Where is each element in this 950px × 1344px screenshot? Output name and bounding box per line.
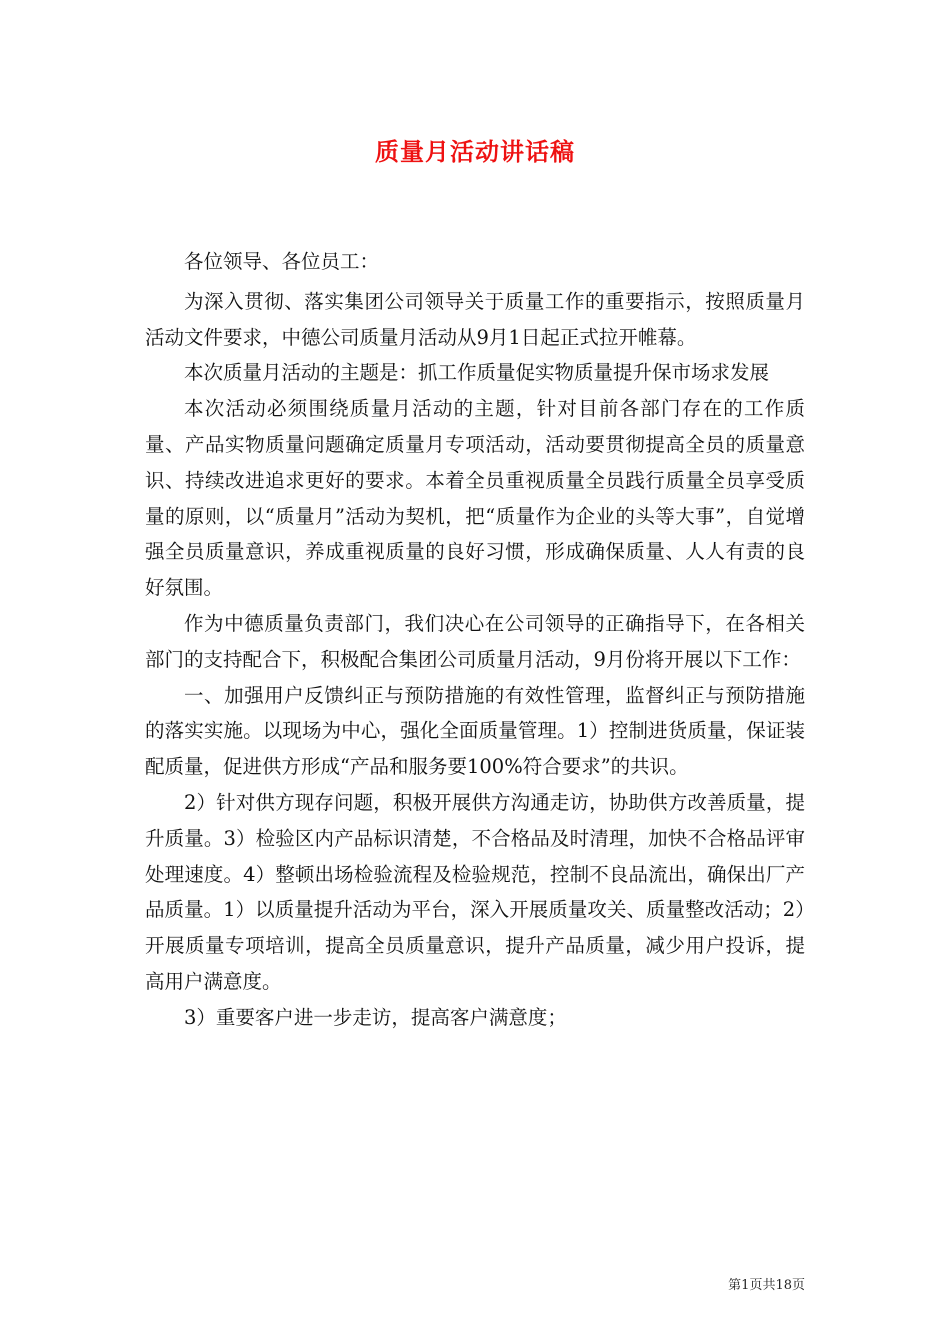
paragraph: 作为中德质量负责部门，我们决心在公司领导的正确指导下，在各相关部门的支持配合下，积极配合集团公司质量月活动，9月份将开展以下工作： xyxy=(145,611,805,671)
paragraph: 本次活动必须围绕质量月活动的主题，针对目前各部门存在的工作质量、产品实物质量问题确定质量月专项活动，活动要贯彻提高全员的质量意识、持续改进追求更好的要求。本着全员重视质量全员践行质量全员享受质量的原则，以“质量月”活动为契机，把“质量作为企业的头等大事”，自觉增强全员质量意识，养成重视质量的良好习惯，形成确保质量、人人有责的良好氛围。 xyxy=(145,397,805,600)
paragraph: 3）重要客户进一步走访，提高客户满意度； xyxy=(184,1005,567,1029)
paragraph: 为深入贯彻、落实集团公司领导关于质量工作的重要指示，按照质量月活动文件要求，中德公司质量月活动从9月1日起正式拉开帷幕。 xyxy=(145,289,805,349)
document-title: 质量月活动讲话稿 xyxy=(375,137,575,166)
paragraph: 本次质量月活动的主题是：抓工作质量促实物质量提升保市场求发展 xyxy=(184,361,770,385)
paragraph: 一、加强用户反馈纠正与预防措施的有效性管理，监督纠正与预防措施的落实实施。以现场为中心，强化全面质量管理。1）控制进货质量，保证装配质量，促进供方形成“产品和服务要100%符合要求”的共识。 xyxy=(145,683,805,779)
paragraph: 2）针对供方现存问题，积极开展供方沟通走访，协助供方改善质量，提升质量。3）检验区内产品标识清楚，不合格品及时清理，加快不合格品评审处理速度。4）整顿出场检验流程及检验规范，控制不良品流出，确保出厂产品质量。1）以质量提升活动为平台，深入开展质量攻关、质量整改活动；2）开展质量专项培训，提高全员质量意识，提升产品质量，减少用户投诉，提高用户满意度。 xyxy=(145,790,805,993)
page-number-footer: 第1页共18页 xyxy=(728,1278,805,1293)
salutation: 各位领导、各位员工： xyxy=(184,250,380,273)
document-body xyxy=(145,244,805,1036)
